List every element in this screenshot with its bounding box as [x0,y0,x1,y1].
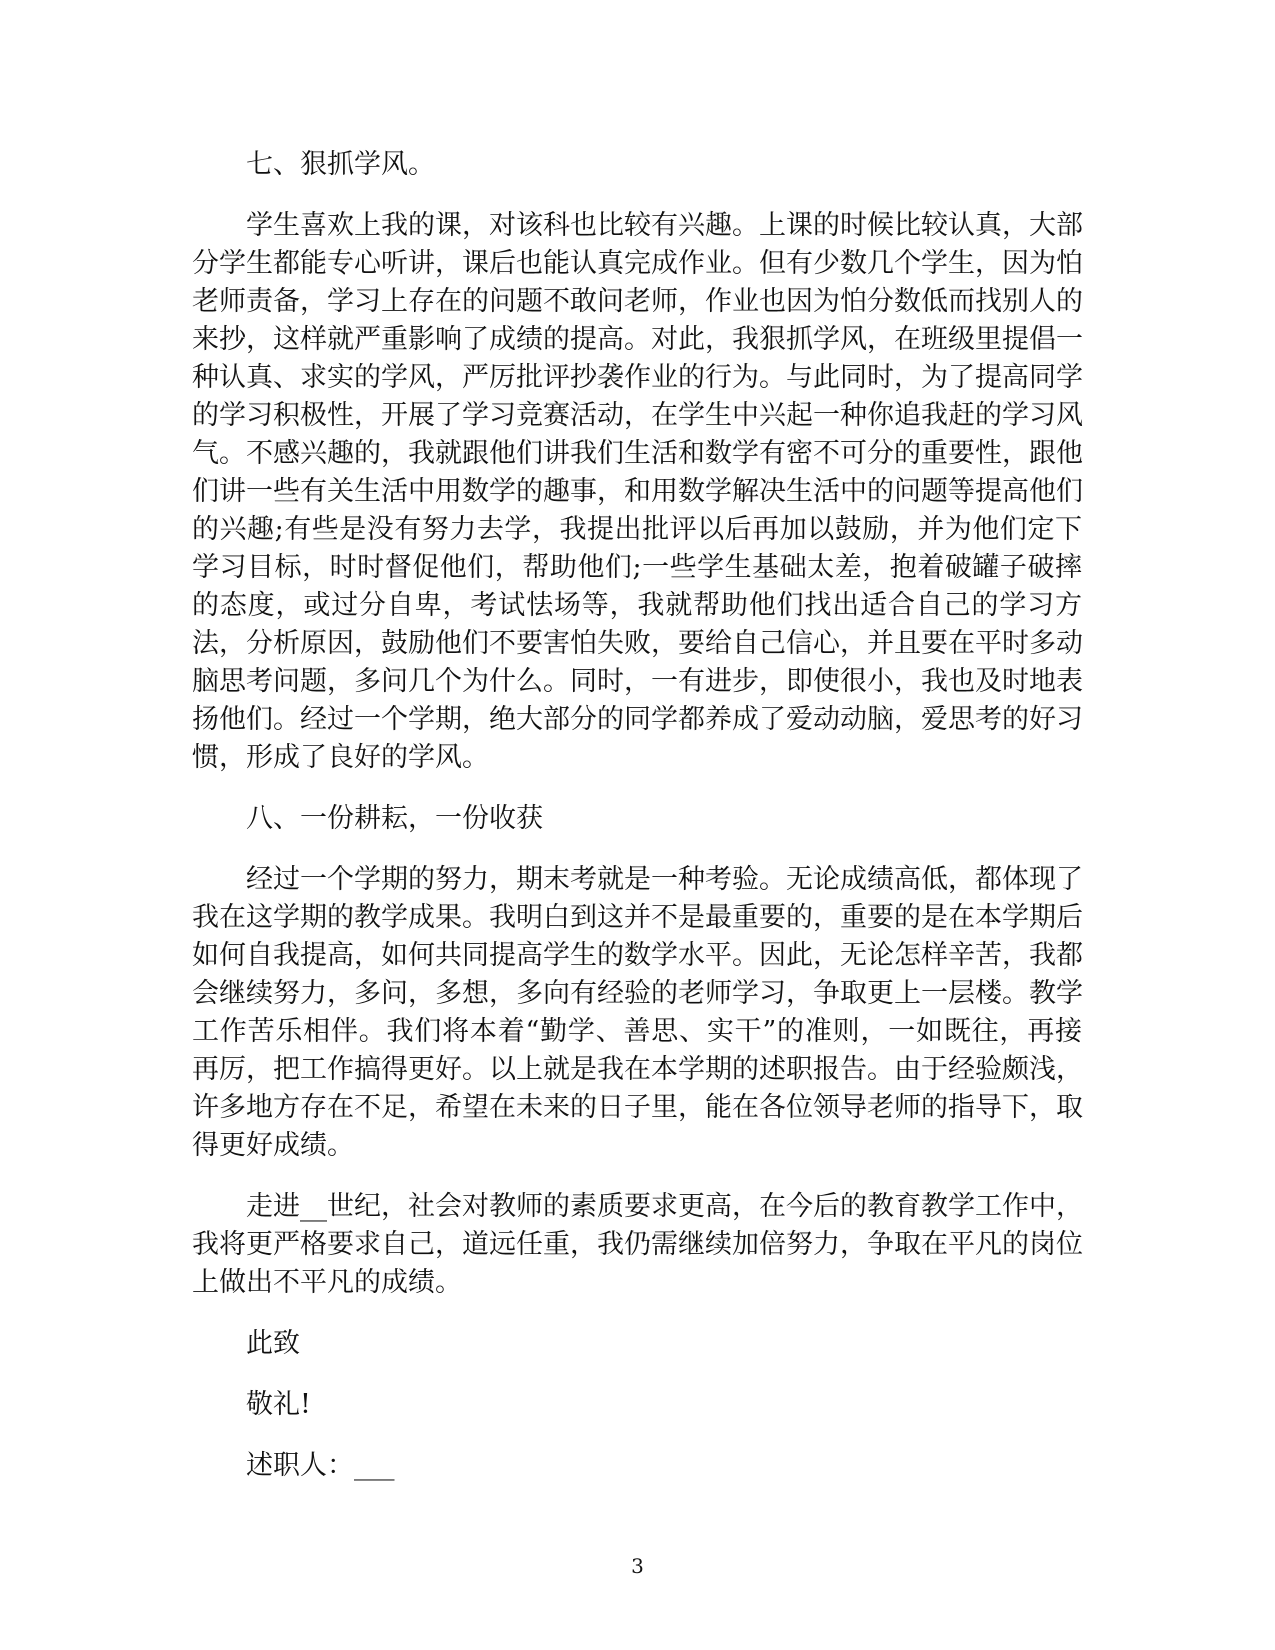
text-line: 我在这学期的教学成果。我明白到这并不是最重要的，重要的是在本学期后 [192,902,1083,933]
text-line: 会继续努力，多问，多想，多向有经验的老师学习，争取更上一层楼。教学 [192,978,1083,1009]
text-line: 我将更严格要求自己，道远任重，我仍需继续加倍努力，争取在平凡的岗位 [192,1229,1083,1260]
text-line: 的学习积极性，开展了学习竞赛活动，在学生中兴起一种你追我赶的学习风 [192,400,1083,431]
text-line: 再厉，把工作搞得更好。以上就是我在本学期的述职报告。由于经验颇浅， [192,1054,1083,1085]
text-line: 经过一个学期的努力，期末考就是一种考验。无论成绩高低，都体现了 [246,864,1083,895]
text-line: 如何自我提高，如何共同提高学生的数学水平。因此，无论怎样辛苦，我都 [192,940,1083,971]
text-line: 学习目标，时时督促他们，帮助他们;一些学生基础太差，抱着破罐子破摔 [192,552,1082,583]
text-line: 来抄，这样就严重影响了成绩的提高。对此，我狠抓学风，在班级里提倡一 [192,324,1083,355]
text-line: 扬他们。经过一个学期，绝大部分的同学都养成了爱动动脑，爱思考的好习 [192,704,1083,735]
text-line: 上做出不平凡的成绩。 [192,1267,462,1298]
text-line: 气。不感兴趣的，我就跟他们讲我们生活和数学有密不可分的重要性，跟他 [192,438,1083,469]
text-line: 种认真、求实的学风，严厉批评抄袭作业的行为。与此同时，为了提高同学 [192,362,1083,393]
text-line: 惯，形成了良好的学风。 [192,742,489,773]
text-line: 们讲一些有关生活中用数学的趣事，和用数学解决生活中的问题等提高他们 [192,476,1083,507]
text-line: 老师责备，学习上存在的问题不敢问老师，作业也因为怕分数低而找别人的 [192,286,1083,317]
document-body [192,146,1082,1508]
text-line: 学生喜欢上我的课，对该科也比较有兴趣。上课的时候比较认真，大部 [246,210,1083,241]
text-line: 的兴趣;有些是没有努力去学，我提出批评以后再加以鼓励，并为他们定下 [192,514,1082,545]
text-line: 得更好成绩。 [192,1130,354,1161]
text-line: 分学生都能专心听讲，课后也能认真完成作业。但有少数几个学生，因为怕 [192,248,1083,279]
signature-line: 述职人：___ [246,1450,395,1481]
text-line: 走进__世纪，社会对教师的素质要求更高，在今后的教育教学工作中， [246,1191,1083,1222]
closing-respect: 敬礼! [246,1389,311,1420]
section-heading-seven: 七、狠抓学风。 [246,149,435,180]
section-heading-eight: 八、一份耕耘，一份收获 [246,803,543,834]
text-line: 许多地方存在不足，希望在未来的日子里，能在各位领导老师的指导下，取 [192,1092,1083,1123]
paragraph-harvest [192,861,1082,1165]
page-number: 3 [631,1554,644,1578]
closing-salutation: 此致 [246,1328,300,1359]
text-line: 工作苦乐相伴。我们将本着“勤学、善思、实干”的准则，一如既往，再接 [192,1016,1082,1047]
text-line: 的态度，或过分自卑，考试怯场等，我就帮助他们找出适合自己的学习方 [192,590,1082,621]
paragraph-century [192,1188,1082,1302]
text-line: 脑思考问题，多问几个为什么。同时，一有进步，即使很小，我也及时地表 [192,666,1083,697]
text-line: 法，分析原因，鼓励他们不要害怕失败，要给自己信心，并且要在平时多动 [192,628,1083,659]
paragraph-study-style [192,207,1082,777]
